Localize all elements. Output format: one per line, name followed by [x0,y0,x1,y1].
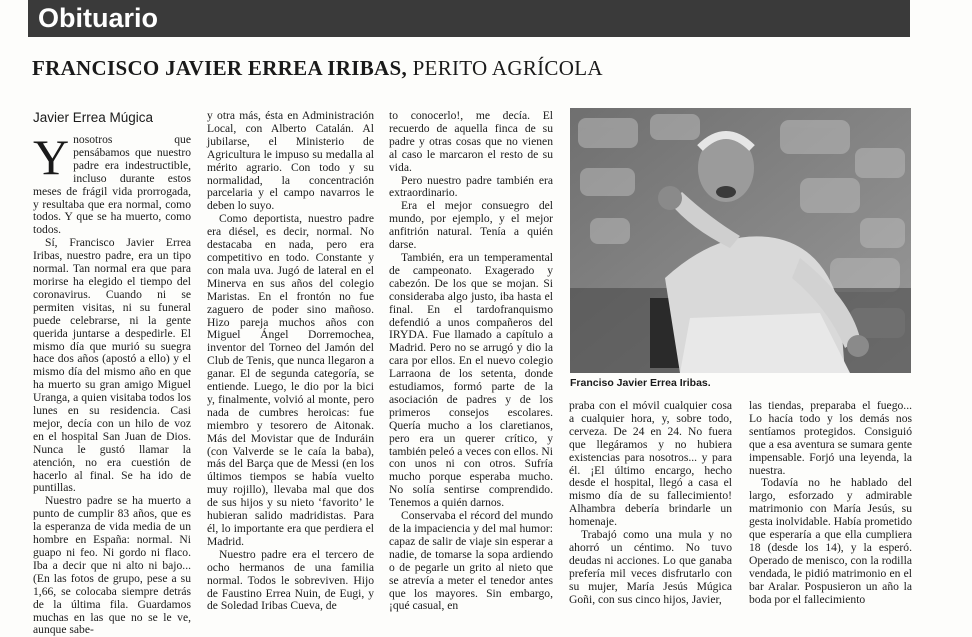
article-column-1 [33,129,191,637]
byline: Javier Errea Múgica [33,110,154,125]
paragraph: Como deportista, nuestro padre era diésel, es decir, normal. No destacaba en nada, pero era competitivo en todo. Constante y con mala uva. Jugó de lateral en el Minerva en sus años del colegio Maristas. En el frontón no fue zaguero de poder sino mañoso. Hizo pareja muchos años con Miguel Ángel Dorremochea, inventor del Torneo del Jamón del Club de Tenis, que nunca llegaron a ganar. El de segunda categoría, se entiende. Luego, le dio por la bici y, finalmente, volvió al monte, pero nada de cumbres heroicas: fue miembro y tesorero de Aitonak. Más del Movistar que de Induráin (con Valverde se le caía la baba), más del Barça que de Messi (en los últimos tiempos se había vuelto muy rojillo), llevaba mal que dos de sus hijos y su nieto ‘favorito’ le hubieran salido madridistas. Para él, lo importante era que perdiera el Madrid. [207,212,374,548]
article-column-5 [749,400,912,607]
paragraph: Era el mejor consuegro del mundo, por ejemplo, y el mejor anfitrión natural. Tenía a quién darse. [389,199,553,252]
portrait-photo [570,108,911,373]
paragraph: y otra más, ésta en Administración Local, con Alberto Catalán. Al jubilarse, el Ministerio de Agricultura le impuso su medalla al mérito agrario. Con todo y su normalidad, la concentración parcelaria y el campo navarros le deben lo suyo. [207,109,374,213]
paragraph: Sí, Francisco Javier Errea Iribas, nuestro padre, era un tipo normal. Tan normal era que para morirse ha elegido el tiempo del coronavirus. Cuando ni se permiten visitas, ni su funeral puede celebrarse, ni la gente querida juntarse a despedirle. El mismo día que murió su suegra hace dos años (apostó a ello) y el mismo día del mismo año en que ha muerto su gran amigo Miguel Uranga, a quien visitaba todos los lunes en su residencia. Casi mejor, decía con un hilo de voz en el hospital San Juan de Dios. Nunca le gustó llamar la atención, no era cuestión de hacerlo al final. Se ha ido de puntillas. [33,236,191,495]
paragraph: Trabajó como una mula y no ahorró un céntimo. No tuvo deudas ni acciones. Lo que ganaba prefería mil veces disfrutarlo con su mujer, María Jesús Múgica Goñi, con sus cinco hijos, Javier, [569,528,732,606]
headline-name: FRANCISCO JAVIER ERREA IRIBAS, [32,56,408,80]
section-header-bar [28,0,910,37]
drop-cap: Y [33,129,70,185]
paragraph: Todavía no he hablado del largo, esforzado y admirable matrimonio con María Jesús, su gesta inolvidable. Había prometido que esperaría a que ella cumpliera 18 (desde los 14), y la esperó. Operado de menisco, con la rodilla vendada, le pidió matrimonio en el bar Aralar. Pospusieron un año la boda por el fallecimiento [749,476,912,606]
paragraph: Pero nuestro padre también era extraordinario. [389,173,553,200]
paragraph: Nuestro padre era el tercero de ocho hermanos de una familia normal. Todos le sobreviven. Hijo de Faustino Errea Nuin, de Eugi, y de Soledad Iribas Cueva, de [207,547,374,613]
paragraph: las tiendas, preparaba el fuego... Lo hacía todo y los demás nos sentíamos protegidos. Consiguió que a esa aventura se sumara gente impensable. Forjó una leyenda, la nuestra. [749,399,912,477]
article-column-4 [569,400,732,607]
photo-caption: Franciso Javier Errea Iribas. [570,377,711,389]
paragraph: También, era un temperamental de campeonato. Exagerado y cabezón. De los que se mojan. Si consideraba algo justo, iba hasta el final. En el tardofranquismo defendió a unos compañeros del IRYDA. Fue llamado a capítulo a Madrid. Pero no se arrugó y dio la cara por ellos. En el nuevo colegio Larraona de los setenta, donde estudiamos, formó parte de la asociación de padres y de los primeros consejos escolares. Quería mucho a los claretianos, pero era un querer crítico, y también peleó a veces con ellos. Ni con unos ni con otros. Sufría mucho porque esperaba mucho. No solía sentirse comprendido. Tenemos a quién darnos. [389,250,553,510]
article-column-2 [207,110,374,613]
paragraph: Ynosotros que pensábamos que nuestro padre era indestructible, incluso durante estos meses de frágil vida prorrogada, y resultaba que era normal, como todos. Y que se ha muerto, como todos. [33,129,191,237]
headline [32,56,603,81]
paragraph: praba con el móvil cualquier cosa a cualquier hora, y, sobre todo, cerveza. De 24 en 24. No fuera que llegáramos y no hubiera existencias para nosotros... y para él. ¡El último encargo, hecho desde el hospital, llegó a casa el mismo día de su fallecimiento! Alhambra debería brindarle un homenaje. [569,399,732,529]
article-column-3 [389,110,553,613]
paragraph: Nuestro padre se ha muerto a punto de cumplir 83 años, que es la esperanza de vida media de un hombre en España: normal. Ni guapo ni feo. Ni gordo ni flaco. Iba a decir que ni alto ni bajo... (En las fotos de grupo, pese a su 1,66, se colocaba siempre detrás de la última fila. Guardamos muchas en las que no se le ve, aunque sabe- [33,494,191,637]
paragraph: Conservaba el récord del mundo de la impaciencia y del mal humor: capaz de salir de viaje sin esperar a nadie, de tomarse la sopa ardiendo o de pegarle un grito al nieto que se atrevía a meter el tenedor antes que los mayores. Sin embargo, ¡qué casual, en [389,509,553,613]
section-title: Obituario [38,3,158,33]
portrait-photo-image [570,108,911,373]
paragraph: to conocerlo!, me decía. El recuerdo de aquella finca de su padre y otras cosas que no vienen al caso le marcaron el resto de su vida. [389,109,553,174]
headline-role: PERITO AGRÍCOLA [407,56,603,80]
